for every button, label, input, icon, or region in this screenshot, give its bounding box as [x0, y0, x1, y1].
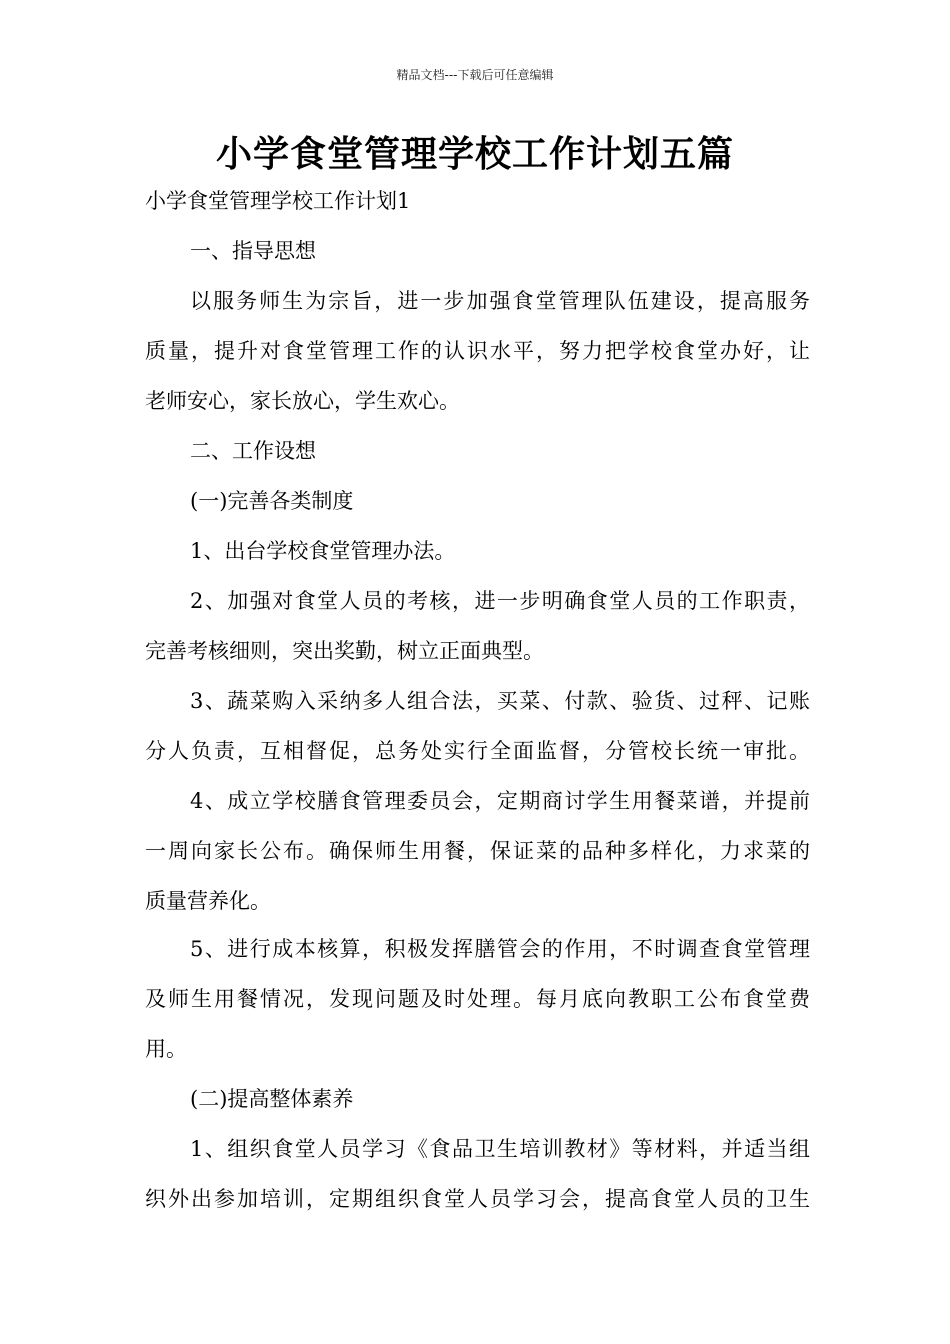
- paragraph-line: 4、成立学校膳食管理委员会，定期商讨学生用餐菜谱，并提前: [190, 789, 810, 813]
- paragraph-line: 质量营养化。: [145, 889, 271, 913]
- document-title: 小学食堂管理学校工作计划五篇: [215, 134, 734, 175]
- paragraph-line: 分人负责，互相督促，总务处实行全面监督，分管校长统一审批。: [145, 739, 810, 763]
- paragraph-line: 3、蔬菜购入采纳多人组合法，买菜、付款、验货、过秤、记账: [190, 689, 810, 713]
- paragraph-line: 一周向家长公布。确保师生用餐，保证菜的品种多样化，力求菜的: [145, 839, 810, 863]
- paragraph-line: 老师安心，家长放心，学生欢心。: [145, 389, 460, 413]
- paragraph-line: 1、出台学校食堂管理办法。: [190, 539, 456, 563]
- subheading: 一、指导思想: [190, 239, 316, 263]
- paragraph-line: 质量，提升对食堂管理工作的认识水平，努力把学校食堂办好，让: [145, 339, 810, 363]
- paragraph-line: 用。: [145, 1037, 187, 1061]
- paragraph-line: 及师生用餐情况，发现问题及时处理。每月底向教职工公布食堂费: [145, 987, 810, 1011]
- paragraph-line: 2、加强对食堂人员的考核，进一步明确食堂人员的工作职责，: [190, 589, 810, 613]
- paragraph-line: 完善考核细则，突出奖勤，树立正面典型。: [145, 639, 544, 663]
- section-heading: 小学食堂管理学校工作计划1: [145, 189, 411, 213]
- paragraph-line: 5、进行成本核算，积极发挥膳管会的作用，不时调查食堂管理: [190, 937, 810, 961]
- subheading: (一)完善各类制度: [190, 489, 354, 513]
- subheading: 二、工作设想: [190, 439, 316, 463]
- subheading: (二)提高整体素养: [190, 1087, 354, 1111]
- header-note: 精品文档---下载后可任意编辑: [396, 68, 554, 82]
- paragraph-line: 以服务师生为宗旨，进一步加强食堂管理队伍建设，提高服务: [190, 289, 810, 313]
- paragraph-line: 织外出参加培训，定期组织食堂人员学习会，提高食堂人员的卫生: [145, 1187, 810, 1211]
- paragraph-line: 1、组织食堂人员学习《食品卫生培训教材》等材料，并适当组: [190, 1137, 810, 1161]
